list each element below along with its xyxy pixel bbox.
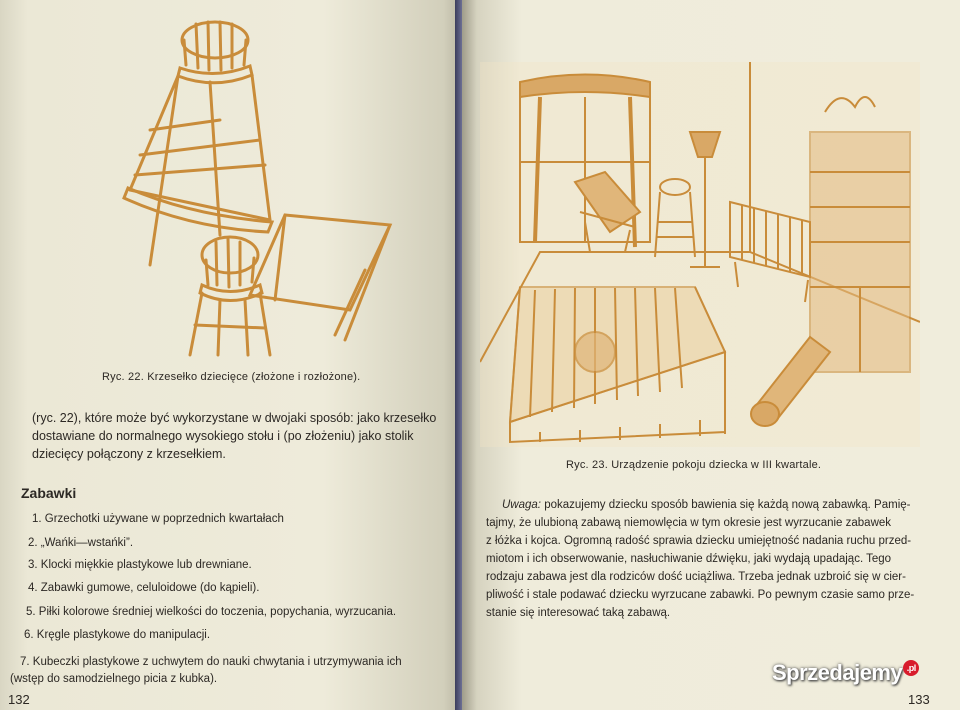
note-line-1-text: pokazujemy dziecku sposób bawienia się każdą nową zabawką. Pamię- xyxy=(541,499,911,511)
body-line-1: (ryc. 22), które może być wykorzystane w dwojaki sposób: jako krzesełko xyxy=(32,411,437,425)
note-line-3: z łóżka i kojca. Ogromną radość sprawia dziecku umiejętność nadania ruchu przed- xyxy=(486,535,912,547)
note-line-4: miotom i ich obserwowanie, nasłuchiwanie dźwięku, jaki wydają upadając. Tego xyxy=(486,553,892,565)
list-item-5: 5. Piłki kolorowe średniej wielkości do toczenia, popychania, wyrzucania. xyxy=(26,606,397,618)
note-label: Uwaga: xyxy=(502,499,541,511)
body-line-3: dziecięcy połączony z krzesełkiem. xyxy=(32,447,226,461)
figure-22-caption: Ryc. 22. Krzesełko dziecięce (złożone i rozłożone). xyxy=(102,371,361,383)
note-line-2: tajmy, że ulubioną zabawą niemowlęcia w tym okresie jest wyrzucanie zabawek xyxy=(486,517,892,529)
list-item-1: 1. Grzechotki używane w poprzednich kwartałach xyxy=(32,513,284,525)
right-page xyxy=(462,0,960,710)
note-line-6: pliwość i stale podawać dziecku wyrzucane zabawki. Po pewnym czasie samo prze- xyxy=(486,589,915,601)
list-item-7: 7. Kubeczki plastykowe z uchwytem do nauki chwytania i utrzymywania ich xyxy=(20,656,402,668)
note-line-7: stanie się interesować taką zabawą. xyxy=(486,607,671,619)
list-item-3: 3. Klocki miękkie plastykowe lub drewniane. xyxy=(28,559,252,571)
list-item-6: 6. Kręgle plastykowe do manipulacji. xyxy=(24,629,211,641)
page-number-left: 132 xyxy=(8,692,30,707)
list-item-7-cont: (wstęp do samodzielnego picia z kubka). xyxy=(10,673,218,685)
sprzedajemy-watermark xyxy=(772,660,919,686)
body-line-2: dostawiane do normalnego wysokiego stołu i (po złożeniu) jako stolik xyxy=(32,429,414,443)
note-line-1 xyxy=(502,497,910,514)
figure-23-caption: Ryc. 23. Urządzenie pokoju dziecka w III kwartale. xyxy=(566,459,822,471)
left-page xyxy=(0,0,462,710)
high-chair-illustration xyxy=(110,10,410,360)
nursery-illustration xyxy=(480,62,920,447)
page-number-right: 133 xyxy=(908,692,930,707)
watermark-badge: .pl xyxy=(903,660,919,676)
list-item-4: 4. Zabawki gumowe, celuloidowe (do kąpieli). xyxy=(28,582,260,594)
note-line-5: rodzaju zabawa jest dla rodziców dość uciążliwa. Trzeba jednak uzbroić się w cier- xyxy=(486,571,906,583)
section-heading-zabawki: Zabawki xyxy=(21,485,77,501)
list-item-2: 2. „Wańki—wstańki”. xyxy=(28,537,134,549)
watermark-text: Sprzedajemy xyxy=(772,660,903,685)
